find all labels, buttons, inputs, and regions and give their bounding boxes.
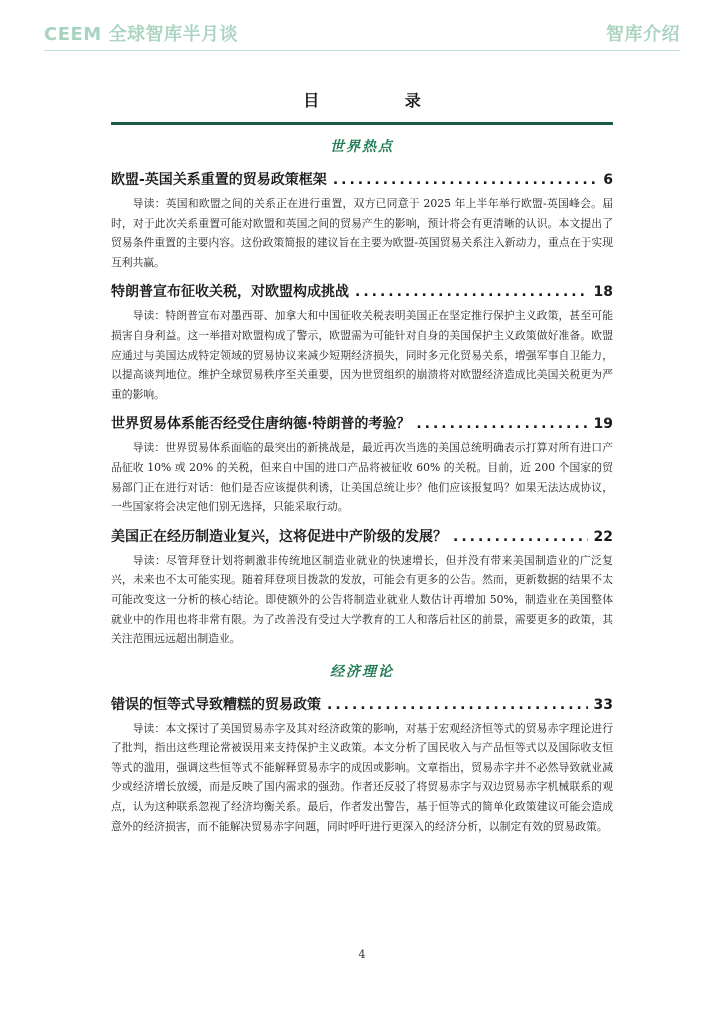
leader-dots	[453, 527, 588, 547]
toc-entry	[111, 695, 613, 837]
toc-entry	[111, 527, 613, 649]
section-heading-world-hotspots: 世界热点	[330, 139, 394, 155]
leader-dots	[355, 282, 588, 302]
table-of-contents	[111, 126, 613, 836]
section-heading-economic-theory: 经济理论	[330, 663, 394, 680]
toc-entry-title: 世界贸易体系能否经受住唐纳德·特朗普的考验？	[111, 416, 411, 433]
toc-entry-page: 6	[603, 172, 613, 188]
header-journal-title: CEEM 全球智库半月谈	[44, 24, 238, 45]
header-section-title: 智库介绍	[606, 24, 680, 45]
toc-entry	[111, 282, 613, 404]
leader-dots	[327, 695, 588, 715]
toc-entry-page: 18	[593, 284, 613, 301]
page-number: 4	[358, 948, 366, 961]
toc-entry-abstract: 导读：特朗普宣布对墨西哥、加拿大和中国征收关税表明美国正在坚定推行保护主义政策，甚至可能损害自身利益。这一举措对欧盟构成了警示，欧盟需为可能针对自身的美国保护主义政策做好准备。欧盟应通过与美国达成特定领域的贸易协议来减少短期经济损失，同时多元化贸易关系，增强军事自卫能力，以提高谈判地位。维护全球贸易秩序至关重要，因为世贸组织的崩溃将对欧盟经济造成比美国关税更为严重的影响。	[111, 309, 613, 401]
leader-dots	[416, 414, 587, 434]
toc-divider	[111, 122, 613, 125]
header-divider	[44, 50, 680, 51]
toc-entry	[111, 170, 613, 272]
toc-entry-abstract: 导读：世界贸易体系面临的最突出的新挑战是，最近再次当选的美国总统明确表示打算对所有进口产品征收 10% 或 20% 的关税，但来自中国的进口产品将被征收 60% 的关税。目前，近 200 个国家的贸易部门正在进行对话：他们是否应该提供利诱，让美国总统让步？他们应该报复吗？如果无法达成协议，一些国家将会决定他们别无选择，只能采取行动。	[111, 441, 613, 514]
toc-entry	[111, 414, 613, 516]
page-header	[44, 20, 680, 46]
toc-entry-page: 22	[593, 528, 613, 545]
toc-entry-title: 特朗普宣布征收关税，对欧盟构成挑战	[111, 284, 349, 301]
toc-entry-link[interactable]	[111, 414, 613, 434]
toc-entry-abstract: 导读：本文探讨了美国贸易赤字及其对经济政策的影响，对基于宏观经济恒等式的贸易赤字理论进行了批判，指出这些理论常被误用来支持保护主义政策。本文分析了国民收入与产品恒等式以及国际收支恒等式的滥用，强调这些恒等式不能解释贸易赤字的成因或影响。文章指出，贸易赤字并不必然导致就业减少或经济增长放缓，而是反映了国内需求的强劲。作者还反驳了将贸易赤字与双边贸易赤字机械联系的观点，认为这种联系忽视了经济均衡关系。最后，作者发出警告，基于恒等式的简单化政策建议可能会造成意外的经济损害，而不能解决贸易赤字问题，同时呼吁进行更深入的经济分析，以制定有效的贸易政策。	[111, 721, 613, 833]
toc-entry-link[interactable]	[111, 527, 613, 547]
toc-entry-title: 欧盟-英国关系重置的贸易政策框架	[111, 172, 327, 188]
toc-entry-title: 错误的恒等式导致糟糕的贸易政策	[111, 696, 321, 713]
toc-title: 目 录	[303, 91, 461, 110]
toc-entry-page: 33	[593, 696, 613, 713]
toc-entry-link[interactable]	[111, 695, 613, 715]
leader-dots	[333, 170, 597, 190]
toc-entry-link[interactable]	[111, 170, 613, 190]
toc-entry-abstract: 导读：英国和欧盟之间的关系正在进行重置，双方已同意于 2025 年上半年举行欧盟-英国峰会。届时，对于此次关系重置可能对欧盟和英国之间的贸易产生的影响，预计将会有更清晰的认识。本文提出了贸易条件重置的主要内容。这份政策简报的建议旨在主要为欧盟-英国贸易关系注入新动力，重点在于实现互利共赢。	[111, 197, 613, 269]
toc-entry-link[interactable]	[111, 282, 613, 302]
toc-entry-abstract: 导读：尽管拜登计划将刺激非传统地区制造业就业的快速增长，但并没有带来美国制造业的广泛复兴，未来也不太可能实现。随着拜登项目拨款的发放，可能会有更多的公告。然而，更新数据的结果不太可能改变这一分析的核心结论。即使额外的公告将制造业就业人数估计再增加 50%，制造业在美国整体就业中的作用也将非常有限。为了改善没有受过大学教育的工人和落后社区的前景，需要更多的政策，其关注范围远远超出制造业。	[111, 553, 613, 646]
toc-entry-title: 美国正在经历制造业复兴，这将促进中产阶级的发展？	[111, 528, 447, 545]
toc-entry-page: 19	[593, 416, 613, 433]
